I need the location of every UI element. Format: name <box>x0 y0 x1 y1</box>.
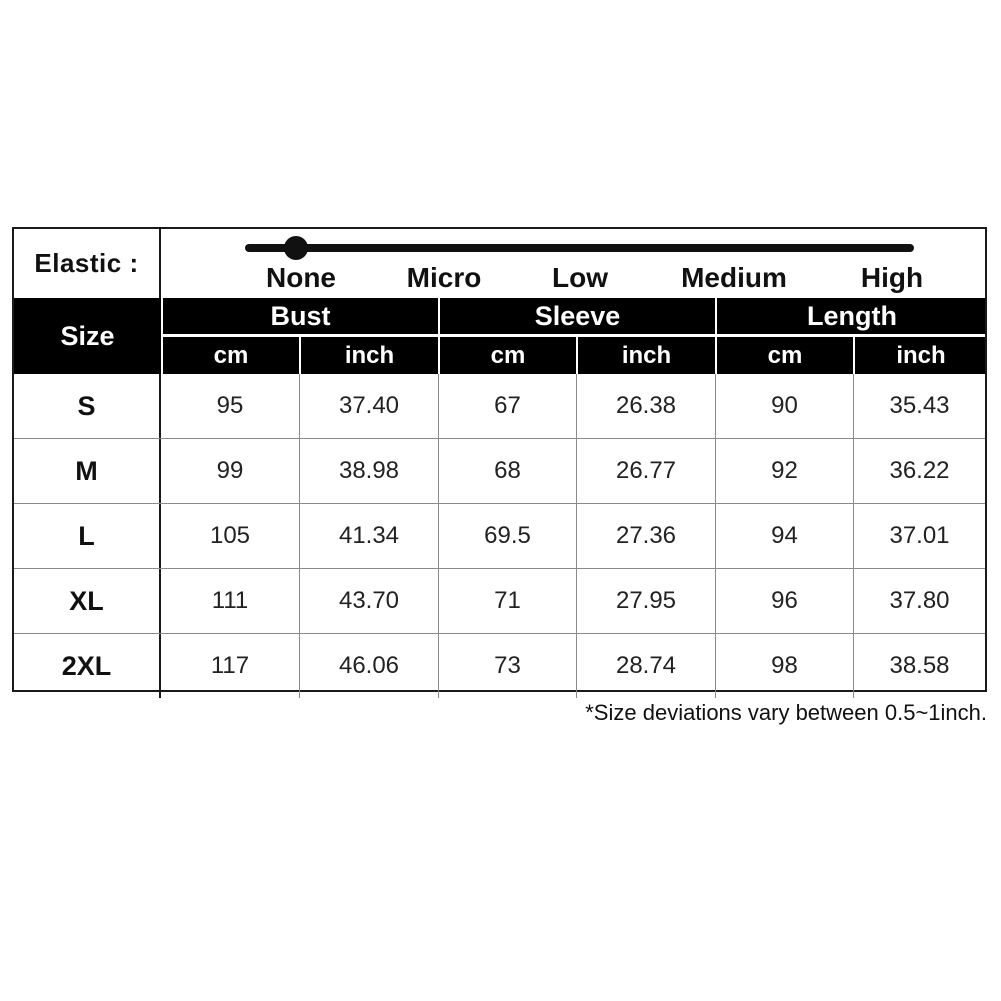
table-cell: 73 <box>439 634 577 698</box>
unit-header: cm <box>213 341 249 369</box>
table-cell: 27.95 <box>577 569 716 633</box>
table-cell: 117 <box>161 634 300 698</box>
table-cell: 69.5 <box>439 504 577 568</box>
table-cell: 26.77 <box>577 439 716 503</box>
unit-header: inch <box>621 341 672 369</box>
table-cell: 46.06 <box>300 634 439 698</box>
elastic-scale-line <box>245 244 914 252</box>
size-label: XL <box>14 569 161 633</box>
size-label: 2XL <box>14 634 161 698</box>
table-row <box>14 504 985 568</box>
length-header: Length <box>807 300 897 331</box>
table-cell: 90 <box>716 374 854 438</box>
size-chart <box>12 227 987 692</box>
size-deviation-note: *Size deviations vary between 0.5~1inch. <box>585 700 987 725</box>
table-cell: 67 <box>439 374 577 438</box>
elastic-level-low: Low <box>552 262 608 293</box>
table-cell: 98 <box>716 634 854 698</box>
table-cell: 28.74 <box>577 634 716 698</box>
unit-header: inch <box>896 341 946 369</box>
unit-header: cm <box>490 341 526 369</box>
table-cell: 105 <box>161 504 300 568</box>
sleeve-header: Sleeve <box>534 300 621 331</box>
table-cell: 94 <box>716 504 854 568</box>
unit-header: inch <box>344 341 395 369</box>
elastic-indicator-dot <box>284 236 308 260</box>
table-cell: 96 <box>716 569 854 633</box>
table-cell: 92 <box>716 439 854 503</box>
size-column-header: Size <box>60 320 115 351</box>
table-cell: 37.01 <box>889 522 950 549</box>
table-cell: 35.43 <box>889 392 950 419</box>
size-label: S <box>14 374 161 438</box>
table-cell: 27.36 <box>577 504 716 568</box>
table-cell: 68 <box>439 439 577 503</box>
table-row <box>14 634 985 698</box>
table-cell: 26.38 <box>577 374 716 438</box>
table-cell: 37.40 <box>300 374 439 438</box>
size-label: M <box>14 439 161 503</box>
bust-header: Bust <box>270 300 331 331</box>
table-row <box>14 569 985 633</box>
table-cell: 43.70 <box>300 569 439 633</box>
table-cell: 71 <box>439 569 577 633</box>
table-cell: 111 <box>161 569 300 633</box>
elastic-level-none: None <box>266 262 336 293</box>
unit-header: cm <box>767 341 803 369</box>
table-cell: 37.80 <box>889 587 950 614</box>
table-cell: 38.98 <box>300 439 439 503</box>
table-cell: 95 <box>161 374 300 438</box>
elastic-level-micro: Micro <box>406 262 482 293</box>
table-body <box>14 374 985 690</box>
table-cell: 99 <box>161 439 300 503</box>
elastic-label: Elastic : <box>14 229 161 298</box>
elastic-level-medium: Medium <box>681 262 787 293</box>
table-row <box>14 439 985 503</box>
table-row <box>14 374 985 438</box>
table-cell: 38.58 <box>889 652 950 679</box>
size-label: L <box>14 504 161 568</box>
table-cell: 36.22 <box>889 457 950 484</box>
table-cell: 41.34 <box>300 504 439 568</box>
elastic-scale <box>161 229 985 298</box>
elastic-level-high: High <box>860 262 924 293</box>
